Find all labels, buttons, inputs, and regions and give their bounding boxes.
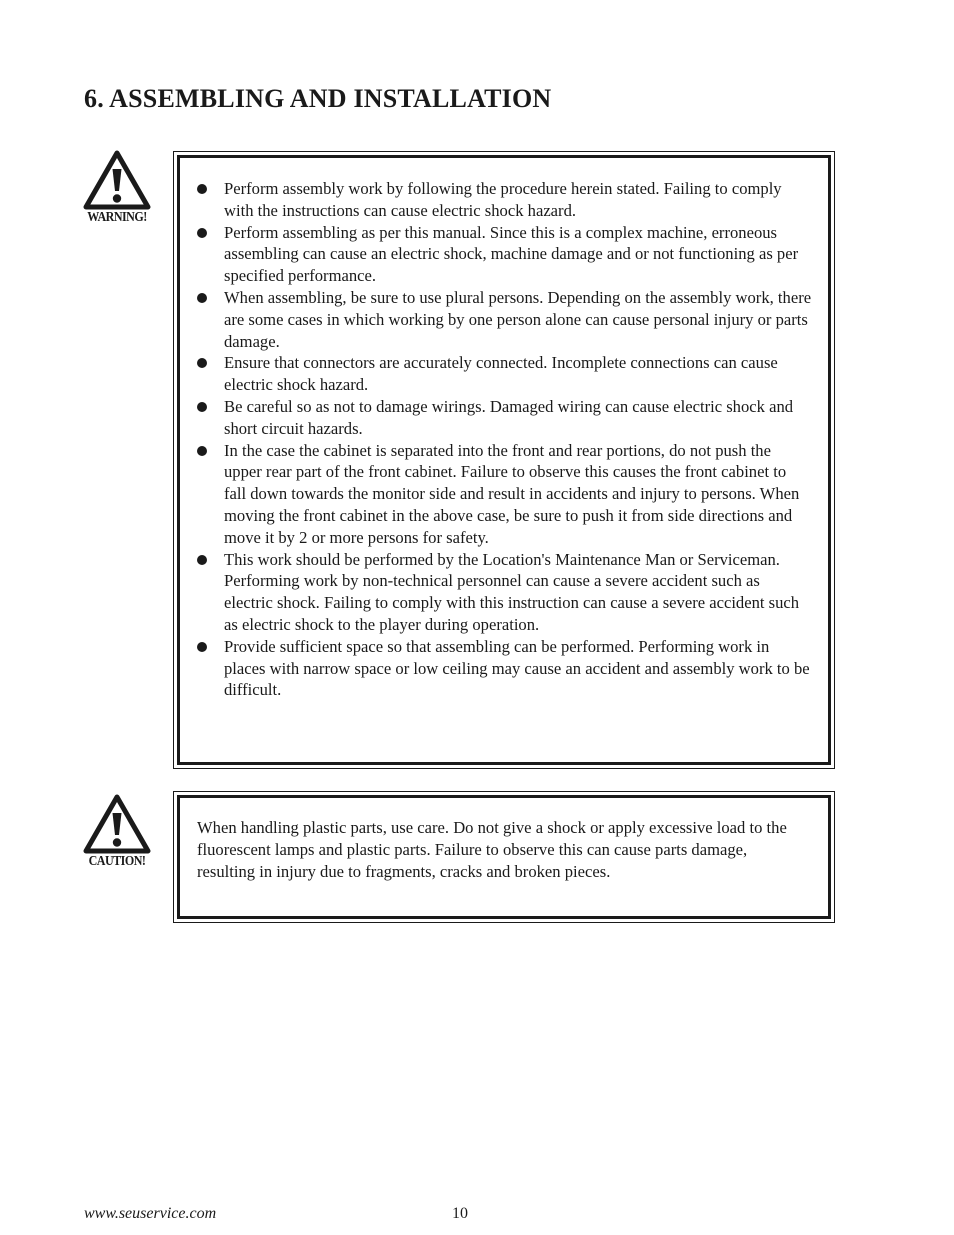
page-title: 6. ASSEMBLING AND INSTALLATION	[84, 84, 552, 113]
warning-triangle-icon	[83, 150, 151, 210]
list-item: This work should be performed by the Location's Maintenance Man or Serviceman. Performing work by non-technical personnel can cause a severe accident such as electric shock. Failing to comply with this instruction can cause a severe accident such as electric shock to the player during operation.	[224, 549, 812, 636]
list-item: Ensure that connectors are accurately connected. Incomplete connections can cause electric shock hazard.	[224, 352, 812, 396]
caution-text: When handling plastic parts, use care. Do not give a shock or apply excessive load to the fluorescent lamps and plastic parts. Failure to observe this can cause parts damage, resulting in injury due to fragments, cracks and broken pieces.	[197, 818, 787, 881]
caution-box	[173, 791, 835, 923]
page-number: 10	[452, 1205, 468, 1222]
warning-sign	[82, 150, 152, 226]
list-item: Be careful so as not to damage wirings. Damaged wiring can cause electric shock and short circuit hazards.	[224, 396, 812, 440]
caution-sign	[82, 794, 152, 870]
list-item: Perform assembly work by following the procedure herein stated. Failing to comply with the instructions can cause electric shock hazard.	[224, 178, 812, 222]
footer-url: www.seuservice.com	[84, 1205, 217, 1222]
warning-label: WARNING!	[87, 210, 147, 225]
list-item: In the case the cabinet is separated into the front and rear portions, do not push the upper rear part of the front cabinet. Failure to observe this causes the front cabinet to fall down towards the monitor side and result in accidents and injury to persons. When moving the front cabinet in the above case, be sure to push it from side directions and move it by 2 or more persons for safety.	[224, 440, 812, 549]
list-item: Perform assembling as per this manual. Since this is a complex machine, erroneous assembling can cause an electric shock, machine damage and or not functioning as per specified performance.	[224, 222, 812, 287]
warning-box	[173, 151, 835, 769]
caution-triangle-icon	[83, 794, 151, 854]
warning-list	[180, 158, 828, 701]
list-item: When assembling, be sure to use plural persons. Depending on the assembly work, there are some cases in which working by one person alone can cause personal injury or parts damage.	[224, 287, 812, 352]
list-item: Provide sufficient space so that assembling can be performed. Performing work in places with narrow space or low ceiling may cause an accident and assembly work to be difficult.	[224, 636, 812, 701]
caution-label: CAUTION!	[88, 854, 146, 869]
